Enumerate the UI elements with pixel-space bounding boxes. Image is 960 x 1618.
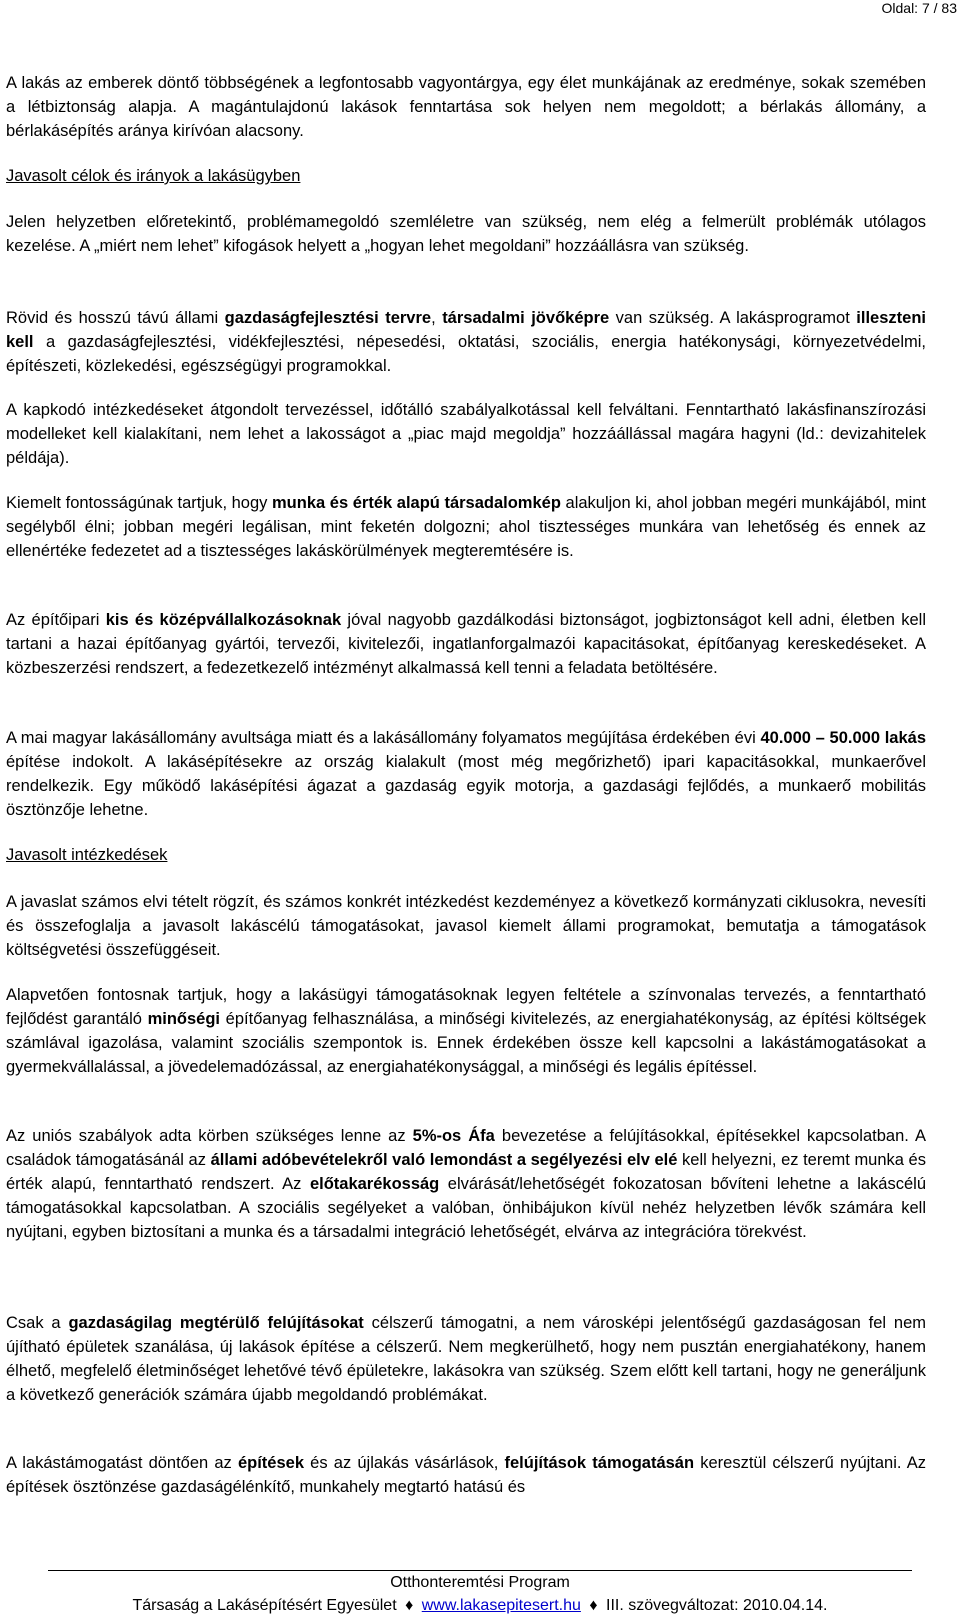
paragraph-12: A lakástámogatást döntően az építések és az újlakás vásárlások, felújítások támogatásán keresztül célszerű nyújtani. Az építések ösztönzése gazdaságélénkítő, munkahely megtartó hatású és — [6, 1454, 926, 1496]
paragraph-11: Csak a gazdaságilag megtérülő felújításokat célszerű támogatni, a nem városképi jelentőségű gazdaságosan fel nem újítható épületek szanálása, új lakások építése a célszerű. Nem megkerülhető, hogy nem pusztán energiahatékony, hanem élhető, megfelelő életminőséget lehetővé tévő épületekre, lakásokra van szükség. Szem előtt kell tartani, hogy ne generáljunk a következő generációk számára újabb megoldandó problémákat. — [6, 1314, 926, 1404]
footer-version: III. szövegváltozat: 2010.04.14. — [606, 1597, 828, 1614]
paragraph-5: Kiemelt fontosságúnak tartjuk, hogy munka és érték alapú társadalomkép alakuljon ki, ahol jobban megéri munkájából, mint segélyből élni; jobban megéri legálisan, mint feketén dolgozni; ahol tisztességes munkára van lehetőség és ennek az ellenértéke fedezetet ad a tisztességes lakáskörülmények megteremtésére is. — [6, 494, 926, 560]
paragraph-9: Alapvetően fontosnak tartjuk, hogy a lakásügyi támogatásoknak legyen feltétele a színvonalas tervezés, a fenntartható fejlődést garantáló minőségi építőanyag felhasználása, a minőségi kivitelezés, az energiahatékonyság, az építési költségek számlával igazolása, valamint szociális szempontok is. Ennek érdekében össze kell kapcsolni a lakástámogatásokat a gyermekvállalással, a jövedelemadózással, az energiahatékonysággal, a minőségi és legális építéssel. — [6, 986, 926, 1076]
paragraph-7: A mai magyar lakásállomány avultsága miatt és a lakásállomány folyamatos megújítása érdekében évi 40.000 – 50.000 lakás építése indokolt. A lakásépítésekre az ország kialakult (most még megőrizhető) ipari kapacitásokkal, munkaerővel rendelkezik. Egy működő lakásépítési ágazat a gazdaság egyik motorja, a gazdasági fejlődés, a munkaerő mobilitás ösztönzője lehetne. — [6, 729, 926, 819]
page-number: Oldal: 7 / 83 — [881, 0, 957, 16]
paragraph-4: A kapkodó intézkedéseket átgondolt tervezéssel, időtálló szabályalkotással kell felváltani. Fenntartható lakásfinanszírozási modelleket kell kialakítani, nem lehet a lakosságot a „piac majd megoldja” hozzáállással magára hagyni (ld.: devizahitelek példája). — [6, 401, 926, 467]
footer-organization: Társaság a Lakásépítésért Egyesület — [132, 1597, 397, 1614]
paragraph-3: Rövid és hosszú távú állami gazdaságfejlesztési tervre, társadalmi jövőképre van szükség. A lakásprogramot illeszteni kell a gazdaságfejlesztési, vidékfejlesztési, népesedési, oktatási, szociális, energia hatékonysági, környezetvédelmi, építészeti, közlekedési, egészségügyi programokkal. — [6, 309, 926, 375]
section-heading-measures: Javasolt intézkedések — [6, 846, 168, 864]
paragraph-10: Az uniós szabályok adta körben szükséges lenne az 5%-os Áfa bevezetése a felújításokkal, építésekkel kapcsolatban. A családok támogatásánál az állami adóbevételekről való lemondást a segélyezési elv elé kell helyezni, ez teremt munka és érték alapú, fenntartható rendszert. Az előtakarékosság elvárását/lehetőségét fokozatosan bővíteni lehetne a lakáscélú támogatásokkal kapcsolatban. A szociális segélyeket a valóban, önhibájukon kívül nehéz helyzetben lévők számára kell nyújtani, egyben biztosítani a munka és a társadalmi integráció lehetőségét, elvárva az integrációra törekvést. — [6, 1127, 926, 1241]
diamond-separator-icon: ♦ — [589, 1597, 598, 1614]
paragraph-8: A javaslat számos elvi tételt rögzít, és számos konkrét intézkedést kezdeményez a következő kormányzati ciklusokra, nevesíti és összefoglalja a javasolt lakáscélú támogatásokat, javasol kiemelt állami programokat, bemutatja a támogatások költségvetési összefüggéseit. — [6, 893, 926, 959]
paragraph-1: A lakás az emberek döntő többségének a legfontosabb vagyontárgya, egy élet munkájának az eredménye, sokak szemében a létbiztonság alapja. A magántulajdonú lakások fenntartása sok helyen nem megoldott; a bérlakás állomány, a bérlakásépítés aránya kirívóan alacsony. — [6, 74, 926, 140]
paragraph-6: Az építőipari kis és középvállalkozásoknak jóval nagyobb gazdálkodási biztonságot, jogbiztonságot kell adni, életben kell tartani a hazai építőanyag gyártói, tervezői, kivitelezői, ingatlanforgalmazói kapacitásokat, építőanyag kereskedéseket. A közbeszerzési rendszert, a fedezetkezelő intézményt alkalmassá kell tenni a feladata betöltésére. — [6, 611, 926, 677]
section-heading-goals: Javasolt célok és irányok a lakásügyben — [6, 167, 301, 185]
footer-info-line — [0, 1595, 960, 1617]
footer-divider — [48, 1570, 912, 1571]
paragraph-2: Jelen helyzetben előretekintő, problémamegoldó szemléletre van szükség, nem elég a felmerült problémák utólagos kezelése. A „miért nem lehet” kifogások helyett a „hogyan lehet megoldani” hozzáállásra van szükség. — [6, 213, 926, 255]
footer-website-link[interactable]: www.lakasepitesert.hu — [421, 1597, 581, 1614]
diamond-separator-icon: ♦ — [405, 1597, 414, 1614]
footer-program-title: Otthonteremtési Program — [390, 1574, 570, 1591]
